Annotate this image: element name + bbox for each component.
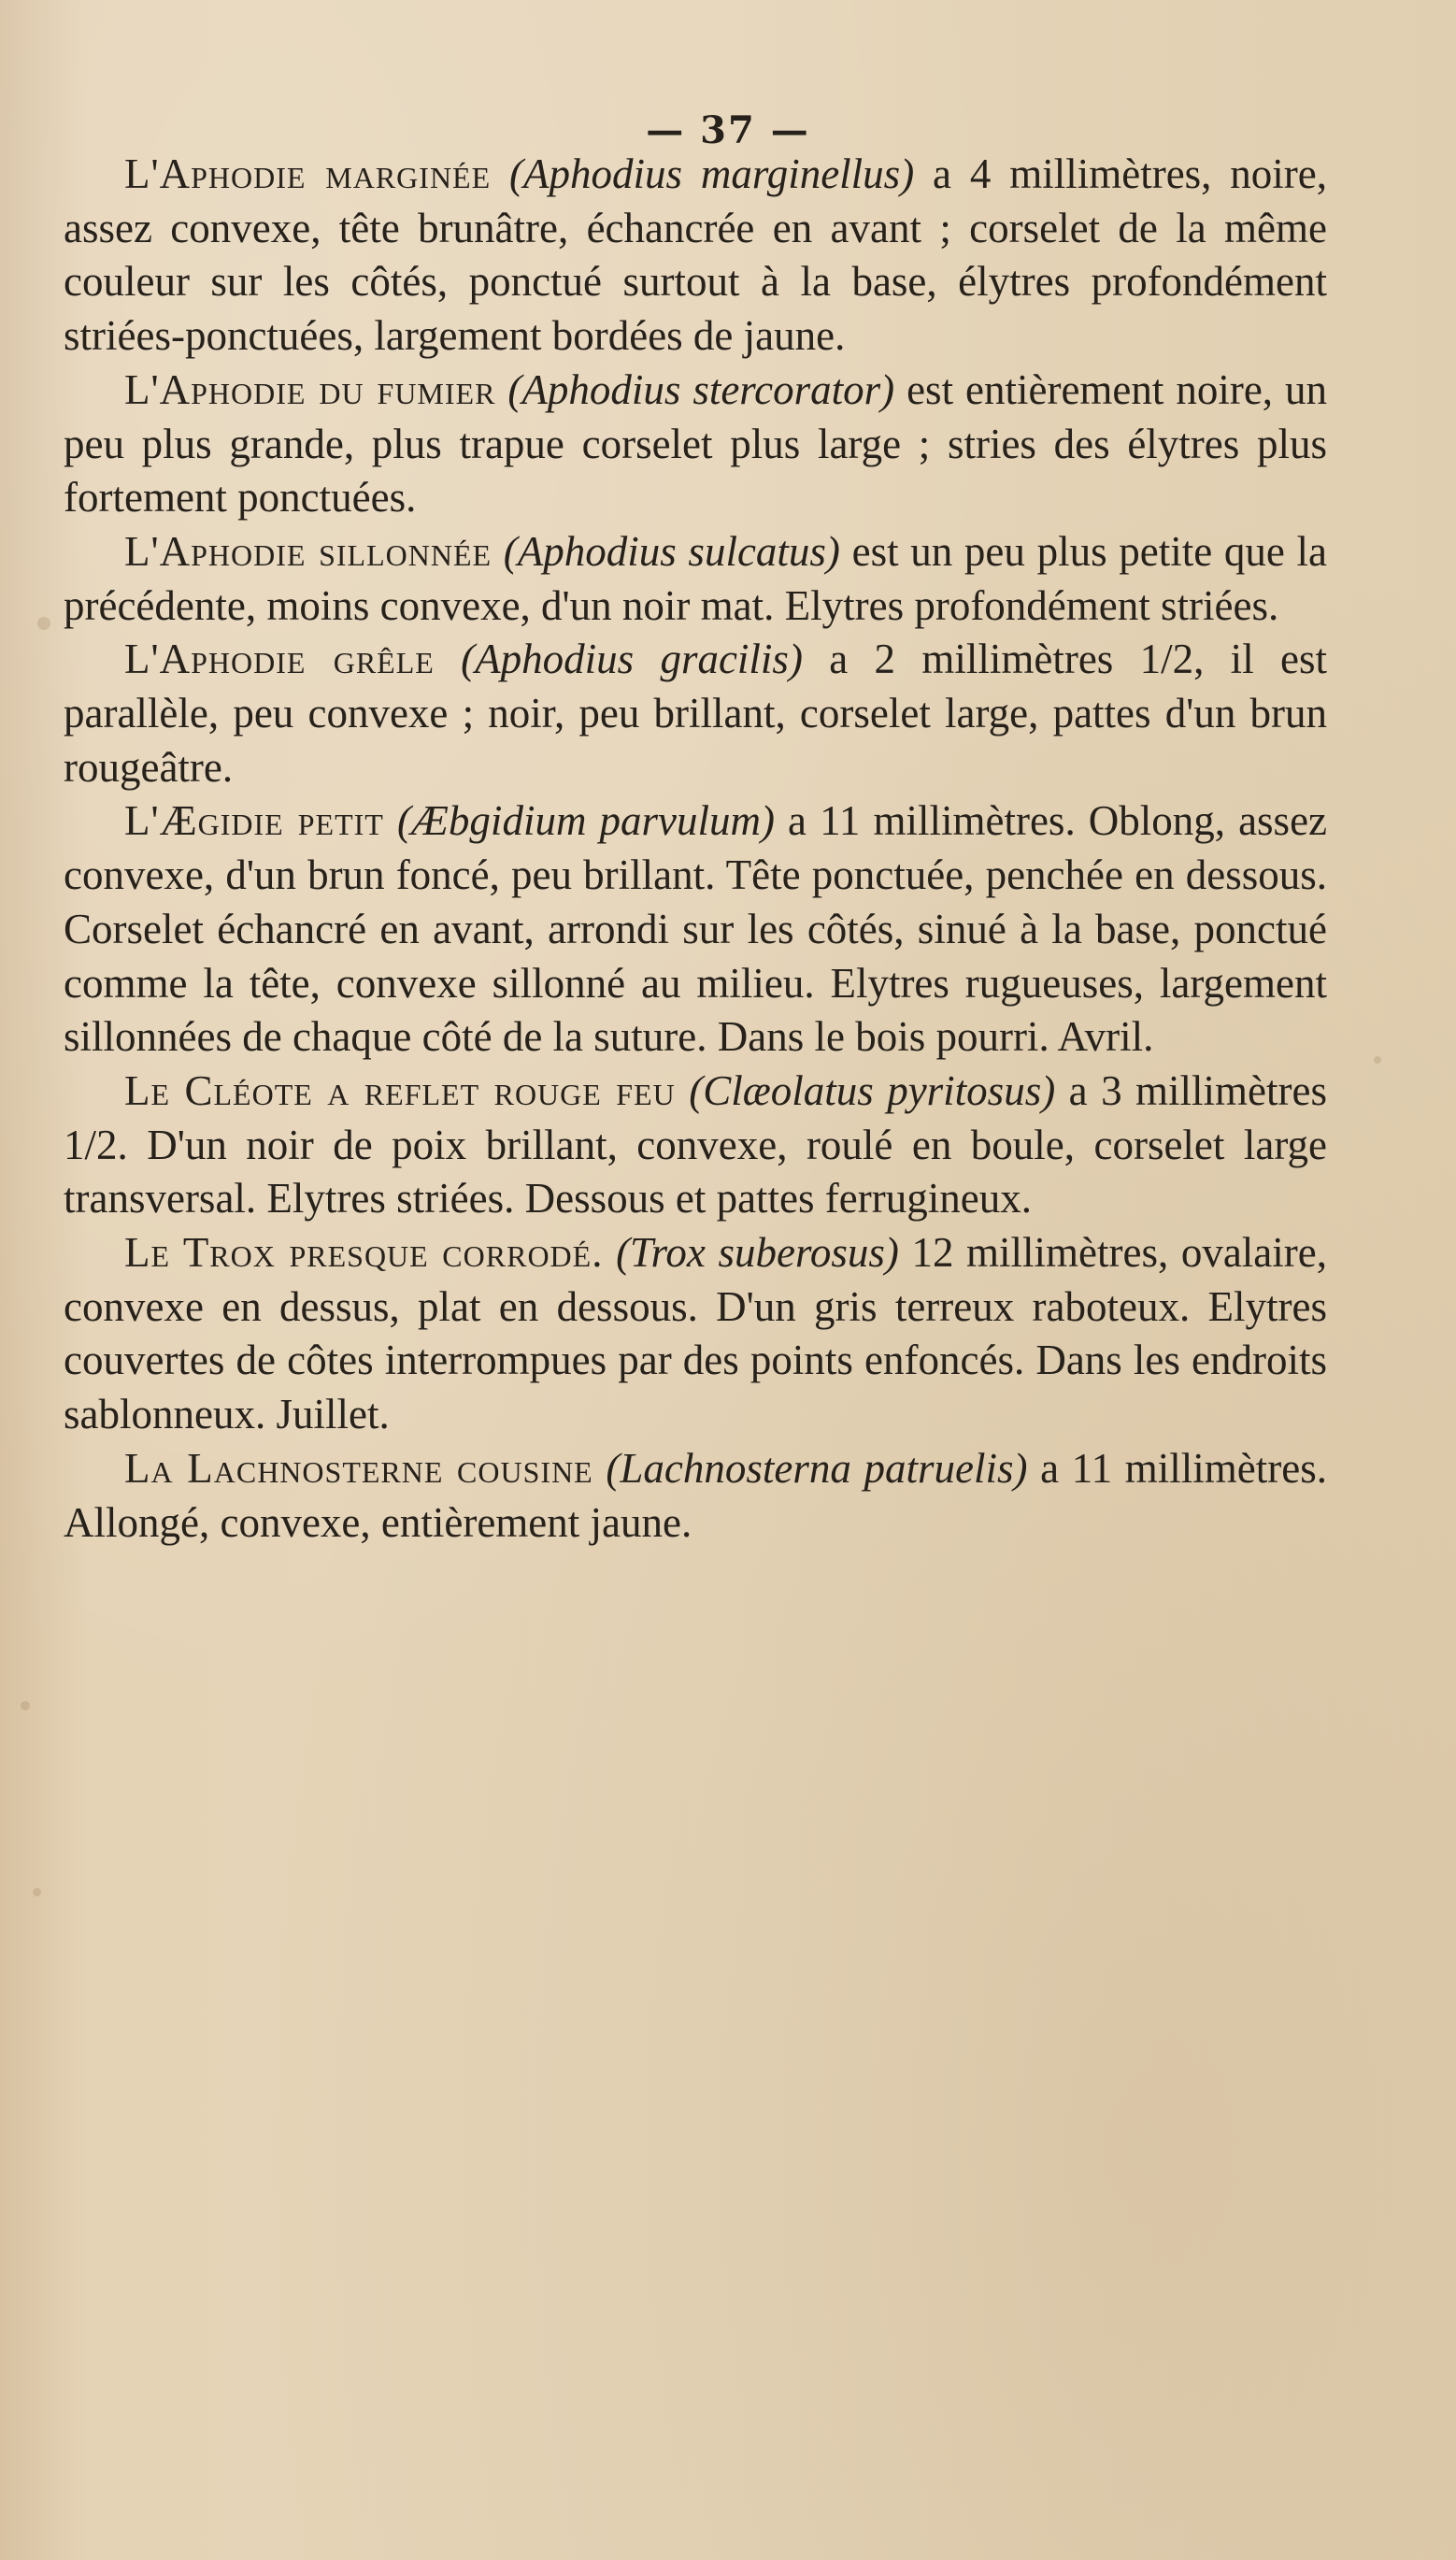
latin-name: (Clæolatus pyritosus)	[689, 1066, 1056, 1114]
page-body	[64, 148, 1327, 1550]
species-name: L'Ægidie petit	[124, 797, 384, 845]
species-name: Le Cléote a reflet rouge feu	[124, 1066, 676, 1114]
entry-text: est un peu plus petite que la précédente, moins convexe, d'un noir mat. Elytres profondément striées.	[64, 527, 1328, 629]
paper-spot	[33, 1888, 41, 1896]
species-name: L'Aphodie du fumier	[124, 365, 496, 413]
species-name: La Lachnosterne cousine	[124, 1444, 593, 1492]
entry-aphodie-fumier	[64, 364, 1327, 525]
species-name: Le Trox presque corrodé.	[124, 1229, 604, 1277]
entry-text: est entièrement noire, un peu plus grande, plus trapue corselet plus large ; stries des élytres plus fortement ponctuées.	[64, 365, 1328, 522]
latin-name: (Æbgidium parvulum)	[396, 797, 775, 845]
paper-spot	[37, 617, 50, 630]
entry-text: a 11 millimètres. Oblong, assez convexe, d'un brun foncé, peu brillant. Tête ponctuée, penchée en dessous. Corselet échancré en avant, arrondi sur les côtés, sinué à la base, ponctué comme la tête, convexe sillonné au milieu. Elytres rugueuses, largement sillonnées de chaque côté de la suture. Dans le bois pourri. Avril.	[64, 797, 1328, 1061]
latin-name: (Lachnosterna patruelis)	[606, 1444, 1028, 1492]
latin-name: (Aphodius sulcatus)	[503, 527, 840, 575]
latin-name: (Trox suberosus)	[616, 1229, 899, 1277]
paper-spot	[1374, 1056, 1381, 1064]
latin-name: (Aphodius stercorator)	[507, 365, 895, 413]
entry-aphodie-sillonnee	[64, 525, 1327, 633]
entry-text: a 4 millimètres, noire, assez convexe, tête brunâtre, échancrée en avant ; corselet de la même couleur sur les côtés, ponctué surtout à la base, élytres profondément striées-ponctuées, largement bordées de jaune.	[64, 150, 1328, 360]
entry-aegidie-petit	[64, 794, 1327, 1065]
paper-spot	[21, 1701, 30, 1710]
entry-trox	[64, 1226, 1327, 1442]
entry-text: 12 millimètres, ovalaire, convexe en dessus, plat en dessous. D'un gris terreux raboteux. Elytres couvertes de côtes interrompues par des points enfoncés. Dans les endroits sablonneux. Juillet.	[64, 1229, 1327, 1438]
species-name: L'Aphodie marginée	[124, 150, 492, 197]
entry-text: a 11 millimètres. Allongé, convexe, entièrement jaune.	[64, 1444, 1328, 1546]
species-name: L'Aphodie sillonnée	[124, 527, 492, 575]
entry-text: a 3 millimètres 1/2. D'un noir de poix brillant, convexe, roulé en boule, corselet large transversal. Elytres striées. Dessous et pattes ferrugineux.	[64, 1066, 1328, 1223]
entry-cleote	[64, 1065, 1327, 1226]
entry-text: a 2 millimètres 1/2, il est parallèle, peu convexe ; noir, peu brillant, corselet large, pattes d'un brun rougeâtre.	[64, 636, 1327, 791]
entry-aphodie-marginee	[64, 148, 1327, 364]
latin-name: (Aphodius gracilis)	[461, 636, 803, 683]
latin-name: (Aphodius marginellus)	[509, 150, 915, 197]
species-name: L'Aphodie grêle	[124, 636, 435, 683]
page-number: — 37 —	[646, 108, 810, 152]
entry-lachnosterne	[64, 1442, 1327, 1550]
entry-aphodie-grele	[64, 633, 1327, 794]
